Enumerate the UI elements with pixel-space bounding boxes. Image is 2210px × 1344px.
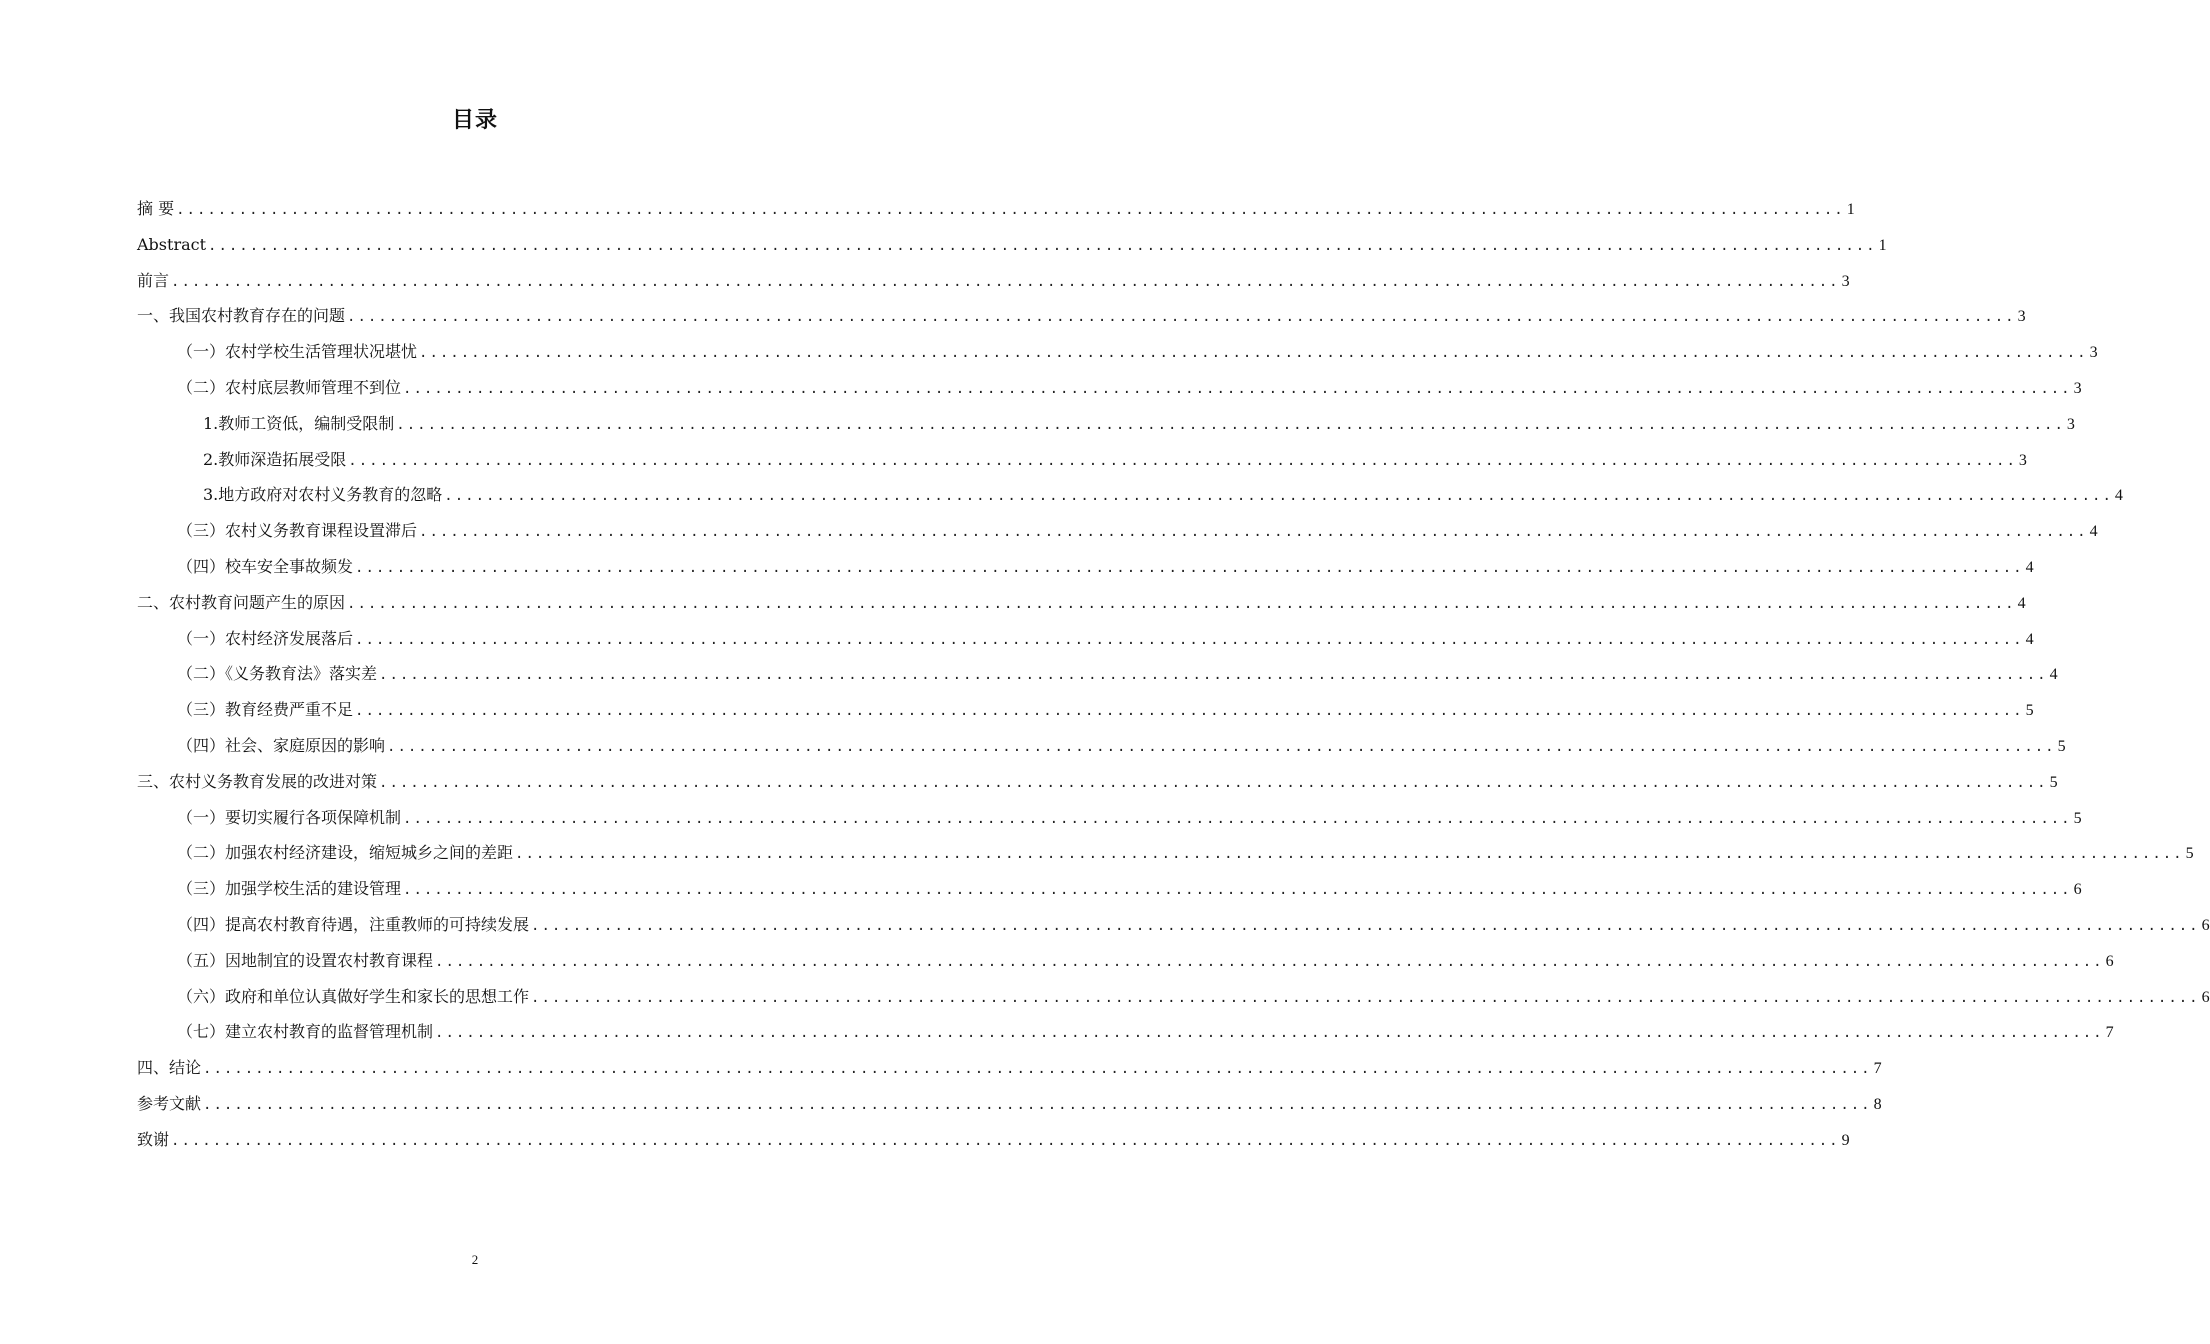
toc-entry-page: 4 [2089, 523, 2098, 541]
toc-entry[interactable] [137, 1122, 1850, 1158]
toc-entry-label: （二）《义务教育法》落实差 [177, 664, 378, 684]
toc-entry-page: 6 [2201, 916, 2210, 934]
toc-entry-page: 4 [2114, 487, 2123, 505]
dot-leader: ................................................................................................................................................................ [348, 452, 2017, 469]
toc-entry-label: 前言 [137, 270, 170, 290]
dot-leader: ................................................................................................................................................................ [403, 810, 2072, 827]
dot-leader: ................................................................................................................................................................ [531, 917, 2200, 934]
toc-entry-page: 3 [2018, 451, 2027, 469]
toc-entry[interactable] [137, 621, 2034, 657]
dot-leader: ................................................................................................................................................................ [355, 631, 2024, 648]
dot-leader: ................................................................................................................................................................ [515, 846, 2184, 863]
dot-leader: ................................................................................................................................................................ [171, 273, 1840, 290]
toc-entry-page: 4 [2025, 630, 2034, 648]
toc-entry-label: 三、农村义务教育发展的改进对策 [137, 771, 378, 791]
toc-entry[interactable] [137, 263, 1850, 299]
toc-entry-page: 6 [2073, 881, 2082, 899]
dot-leader: ................................................................................................................................................................ [347, 595, 2016, 612]
dot-leader: ................................................................................................................................................................ [435, 953, 2104, 970]
toc-entry[interactable] [137, 907, 2210, 943]
toc-entry-page: 3 [1841, 272, 1850, 290]
toc-entry-page: 1 [1878, 236, 1887, 254]
dot-leader: ................................................................................................................................................................ [355, 559, 2024, 576]
toc-entry-page: 3 [2017, 308, 2026, 326]
toc-entry-label: 2.教师深造拓展受限 [203, 449, 347, 469]
toc-entry[interactable] [137, 585, 2026, 621]
page-title: 目录 [451, 108, 498, 133]
toc-entry[interactable] [137, 692, 2034, 728]
toc-entry[interactable] [137, 298, 2026, 334]
toc-entry-page: 5 [2057, 737, 2066, 755]
toc-entry[interactable] [137, 191, 1855, 227]
toc-entry-page: 6 [2201, 988, 2210, 1006]
toc-entry-label: Abstract [137, 234, 207, 254]
toc-entry[interactable] [137, 549, 2034, 585]
dot-leader: ................................................................................................................................................................ [379, 774, 2048, 791]
toc-entry[interactable] [137, 442, 2027, 478]
dot-leader: ................................................................................................................................................................ [203, 1096, 1872, 1113]
toc-entry[interactable] [137, 1014, 2114, 1050]
toc-entry-page: 5 [2049, 773, 2058, 791]
toc-entry-label: 一、我国农村教育存在的问题 [137, 306, 346, 326]
dot-leader: ................................................................................................................................................................ [444, 488, 2113, 505]
toc-entry-page: 9 [1841, 1131, 1850, 1149]
toc-entry[interactable] [137, 656, 2058, 692]
toc-entry[interactable] [137, 800, 2082, 836]
dot-leader: ................................................................................................................................................................ [203, 1061, 1872, 1078]
toc-entry-label: 参考文献 [137, 1093, 202, 1113]
toc-entry-label: 1.教师工资低，编制受限制 [203, 413, 395, 433]
page-number: 2 [471, 1252, 479, 1267]
toc-entry-label: （三）教育经费严重不足 [177, 700, 354, 720]
dot-leader: ................................................................................................................................................................ [347, 309, 2016, 326]
dot-leader: ................................................................................................................................................................ [435, 1025, 2104, 1042]
toc-entry[interactable] [137, 764, 2058, 800]
toc-entry-label: 四、结论 [137, 1058, 202, 1078]
dot-leader: ................................................................................................................................................................ [387, 738, 2056, 755]
toc-entry-page: 4 [2025, 558, 2034, 576]
toc-entry[interactable] [137, 835, 2194, 871]
toc-entry[interactable] [137, 871, 2082, 907]
dot-leader: ................................................................................................................................................................ [355, 703, 2024, 720]
table-of-contents [137, 191, 2210, 1158]
toc-entry-label: 3.地方政府对农村义务教育的忽略 [203, 485, 443, 505]
toc-entry-page: 3 [2073, 379, 2082, 397]
toc-entry-page: 7 [2105, 1024, 2114, 1042]
toc-entry-label: （五）因地制宜的设置农村教育课程 [177, 950, 434, 970]
toc-entry[interactable] [137, 513, 2098, 549]
toc-entry-label: （七）建立农村教育的监督管理机制 [177, 1022, 434, 1042]
toc-entry-label: （六）政府和单位认真做好学生和家长的思想工作 [177, 986, 530, 1006]
toc-entry-page: 3 [2066, 415, 2075, 433]
toc-entry[interactable] [137, 979, 2210, 1015]
toc-entry[interactable] [137, 477, 2123, 513]
toc-entry-label: （三）农村义务教育课程设置滞后 [177, 521, 418, 541]
dot-leader: ................................................................................................................................................................ [176, 202, 1845, 218]
toc-entry-label: （四）校车安全事故频发 [177, 556, 354, 576]
dot-leader: ................................................................................................................................................................ [419, 524, 2088, 541]
toc-entry-page: 7 [1873, 1060, 1882, 1078]
toc-entry[interactable] [137, 728, 2066, 764]
toc-entry-label: （一）农村经济发展落后 [177, 628, 354, 648]
toc-entry-label: 致谢 [137, 1129, 170, 1149]
toc-entry[interactable] [137, 943, 2114, 979]
toc-entry-page: 3 [2089, 344, 2098, 362]
dot-leader: ................................................................................................................................................................ [396, 416, 2065, 433]
dot-leader: ................................................................................................................................................................ [403, 882, 2072, 899]
toc-entry[interactable] [137, 370, 2082, 406]
dot-leader: ................................................................................................................................................................ [531, 989, 2200, 1006]
toc-entry[interactable] [137, 406, 2075, 442]
toc-entry-page: 6 [2105, 952, 2114, 970]
dot-leader: ................................................................................................................................................................ [379, 667, 2048, 684]
toc-entry-label: （一）农村学校生活管理状况堪忧 [177, 342, 418, 362]
toc-entry[interactable] [137, 1050, 1882, 1086]
toc-entry[interactable] [137, 227, 1887, 263]
toc-entry-label: 二、农村教育问题产生的原因 [137, 592, 346, 612]
toc-entry-label: （三）加强学校生活的建设管理 [177, 879, 402, 899]
toc-entry-page: 5 [2073, 809, 2082, 827]
dot-leader: ................................................................................................................................................................ [208, 237, 1877, 254]
toc-entry-page: 1 [1846, 201, 1855, 218]
toc-entry-label: （四）提高农村教育待遇，注重教师的可持续发展 [177, 914, 530, 934]
toc-entry-page: 4 [2049, 666, 2058, 684]
toc-entry-label: （一）要切实履行各项保障机制 [177, 807, 402, 827]
toc-entry-label: （二）加强农村经济建设，缩短城乡之间的差距 [177, 843, 514, 863]
toc-entry-page: 4 [2017, 594, 2026, 612]
toc-entry-label: （二）农村底层教师管理不到位 [177, 377, 402, 397]
dot-leader: ................................................................................................................................................................ [419, 345, 2088, 362]
dot-leader: ................................................................................................................................................................ [403, 380, 2072, 397]
toc-entry[interactable] [137, 334, 2098, 370]
toc-entry-label: （四）社会、家庭原因的影响 [177, 735, 386, 755]
dot-leader: ................................................................................................................................................................ [171, 1132, 1840, 1149]
toc-entry-page: 8 [1873, 1095, 1882, 1113]
toc-entry-page: 5 [2185, 845, 2194, 863]
toc-entry-page: 5 [2025, 702, 2034, 720]
toc-entry[interactable] [137, 1086, 1882, 1122]
toc-entry-label: 摘 要 [137, 199, 175, 218]
